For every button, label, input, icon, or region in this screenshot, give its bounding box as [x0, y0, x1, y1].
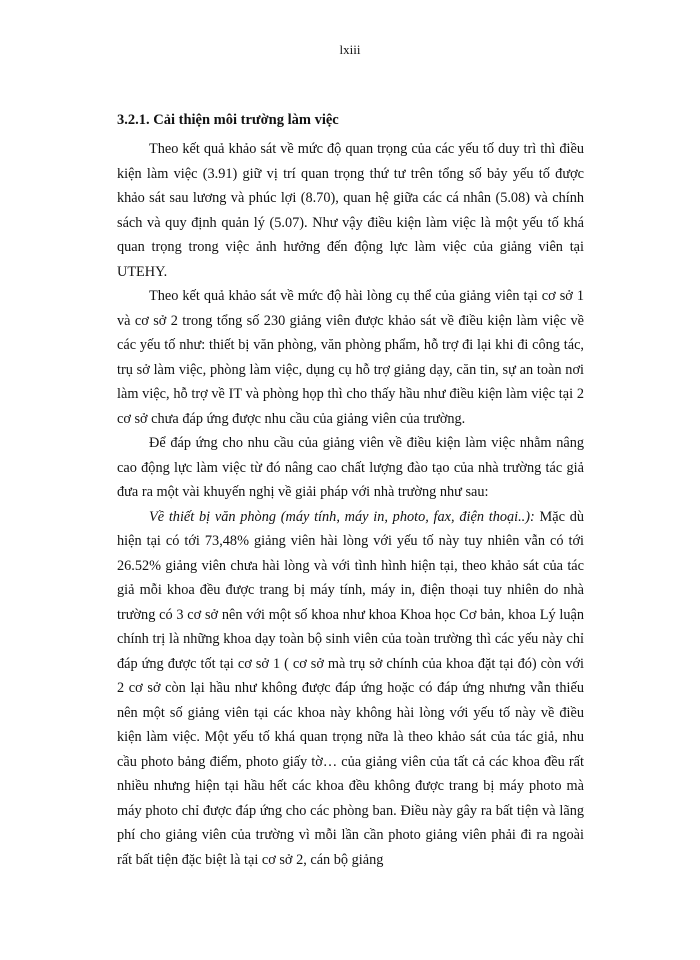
- page-number: lxiii: [339, 42, 361, 57]
- office-equipment-body: Mặc dù hiện tại có tới 73,48% giảng viên hài lòng với yếu tố này tuy nhiên vẫn có tới 26.52% giảng viên chưa hài lòng và với tình hình hiện tại, theo khảo sát của tác giả mỗi khoa đều được trang bị máy tính, máy in, điện thoại tuy nhiên do nhà trường có 3 cơ sở nên với một số khoa như khoa Khoa học Cơ bản, khoa Lý luận chính trị là những khoa dạy toàn bộ sinh viên của toàn trường thì các yếu này chỉ đáp ứng được tốt tại cơ sở 1 ( cơ sở mà trụ sở chính của khoa đặt tại đó) còn với 2 cơ sở còn lại hầu như không được đáp ứng hoặc có đáp ứng nhưng vẫn thiếu nên một số giảng viên tại các khoa này không hài lòng với yếu tố này về điều kiện làm việc. Một yếu tố khá quan trọng nữa là theo khảo sát của tác giả, nhu cầu photo bảng điểm, photo giấy tờ… của giảng viên của tất cả các khoa đều rất nhiều nhưng hiện tại hầu hết các khoa đều không được trang bị máy photo mà máy photo chỉ được đáp ứng cho các phòng ban. Điều này gây ra bất tiện và lãng phí cho giảng viên của trường vì mỗi lần cần photo giảng viên phải đi ra ngoài rất bất tiện đặc biệt là tại cơ sở 2, cán bộ giảng: [117, 508, 584, 868]
- paragraph-recommendation-intro: Để đáp ứng cho nhu cầu của giảng viên về điều kiện làm việc nhằm nâng cao động lực làm việc từ đó nâng cao chất lượng đào tạo của nhà trường tác giả đưa ra một vài khuyến nghị về giải pháp với nhà trường như sau:: [117, 435, 584, 500]
- paragraph-importance: Theo kết quả khảo sát về mức độ quan trọng của các yếu tố duy trì thì điều kiện làm việc (3.91) giữ vị trí quan trọng thứ tư trên tổng số bảy yếu tố được khảo sát sau lương và phúc lợi (8.70), quan hệ giữa các cá nhân (5.08) và chính sách và quy định quản lý (5.07). Như vậy điều kiện làm việc là một yếu tố khá quan trọng trong việc ảnh hưởng đến động lực làm việc của giảng viên tại UTEHY.: [117, 141, 584, 280]
- section-heading: 3.2.1. Cải thiện môi trường làm việc: [117, 112, 339, 128]
- paragraph-satisfaction: Theo kết quả khảo sát về mức độ hài lòng cụ thể của giảng viên tại cơ sở 1 và cơ sở 2 trong tổng số 230 giảng viên được khảo sát về điều kiện làm việc về các yếu tố như: thiết bị văn phòng, văn phòng phẩm, hỗ trợ đi lại khi đi công tác, trụ sở làm việc, phòng làm việc, dụng cụ hỗ trợ giảng dạy, căn tin, sự an toàn nơi làm việc, hỗ trợ về IT và phòng họp thì cho thấy hầu như điều kiện làm việc tại 2 cơ sở chưa đáp ứng được nhu cầu của giảng viên của trường.: [117, 288, 584, 427]
- office-equipment-lead: Về thiết bị văn phòng (máy tính, máy in, photo, fax, điện thoại..):: [149, 508, 535, 525]
- paragraph-office-equipment: [117, 505, 584, 873]
- page-content: [117, 112, 584, 872]
